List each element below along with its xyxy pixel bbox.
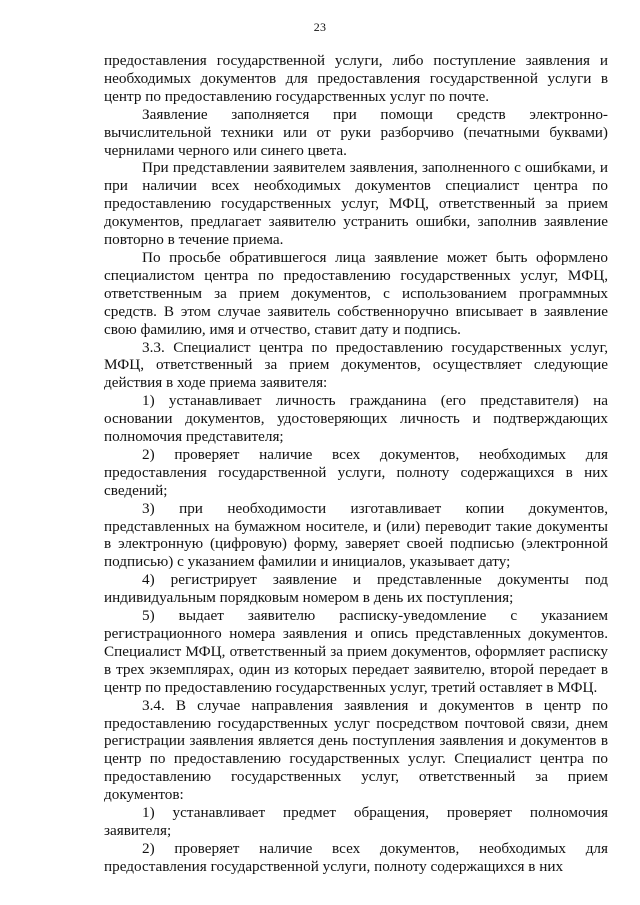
list-item-1: 1) устанавливает личность гражданина (его представителя) на основании документов, удостоверяющих личность и подтверждающих полномочия представителя;: [104, 392, 608, 446]
list-item-2: 2) проверяет наличие всех документов, необходимых для предоставления государственной услуги, полноту содержащихся в них сведений;: [104, 445, 608, 499]
page-number: 23: [313, 20, 327, 34]
list-item-3-4-1: 1) устанавливает предмет обращения, проверяет полномочия заявителя;: [104, 804, 608, 839]
paragraph-section-3-3: 3.3. Специалист центра по предоставлению государственных услуг, МФЦ, ответственный за прием документов, осуществляет следующие действия в ходе приема заявителя:: [104, 338, 608, 392]
document-body: [104, 52, 608, 876]
list-item-3-4-2: 2) проверяет наличие всех документов, необходимых для предоставления государственной услуги, полноту содержащихся в них: [104, 839, 608, 875]
paragraph-request-assistance: По просьбе обратившегося лица заявление может быть оформлено специалистом центра по предоставлению государственных услуг, МФЦ, ответственным за прием документов, с использованием программных средств. В этом случае заявитель собственноручно вписывает в заявление свою фамилию, имя и отчество, ставит дату и подпись.: [104, 248, 608, 338]
paragraph-errors: При представлении заявителем заявления, заполненного с ошибками, и при наличии всех необходимых документов специалист центра по предоставлению государственных услуг, МФЦ, ответственный за прием документов, предлагает заявителю устранить ошибки, заполнив заявление повторно в течение приема.: [104, 159, 608, 249]
list-item-4: 4) регистрирует заявление и представленные документы под индивидуальным порядковым номером в день их поступления;: [104, 571, 608, 607]
paragraph-filling-method: Заявление заполняется при помощи средств электронно-вычислительной техники или от руки разборчиво (печатными буквами) чернилами черного или синего цвета.: [104, 105, 608, 159]
paragraph-continuation: предоставления государственной услуги, либо поступление заявления и необходимых документов для предоставления государственной услуги в центр по предоставлению государственных услуг по почте.: [104, 52, 608, 105]
paragraph-section-3-4: 3.4. В случае направления заявления и документов в центр по предоставлению государственных услуг посредством почтовой связи, днем регистрации заявления является день поступления заявления и документов в центр по предоставлению государственных услуг. Специалист центра по предоставлению государственных услуг, ответственный за прием документов:: [104, 696, 608, 804]
list-item-5: 5) выдает заявителю расписку-уведомление с указанием регистрационного номера заявления и опись представленных документов. Специалист МФЦ, ответственный за прием документов, оформляет расписку в трех экземплярах, один из которых передает заявителю, второй передает в центр по предоставлению государственных услуг, третий оставляет в МФЦ.: [104, 607, 608, 696]
list-item-3: 3) при необходимости изготавливает копии документов, представленных на бумажном носителе, и (или) переводит такие документы в электронную (цифровую) форму, заверяет своей подписью (электронной подписью) с указанием фамилии и инициалов, указывает дату;: [104, 499, 608, 571]
